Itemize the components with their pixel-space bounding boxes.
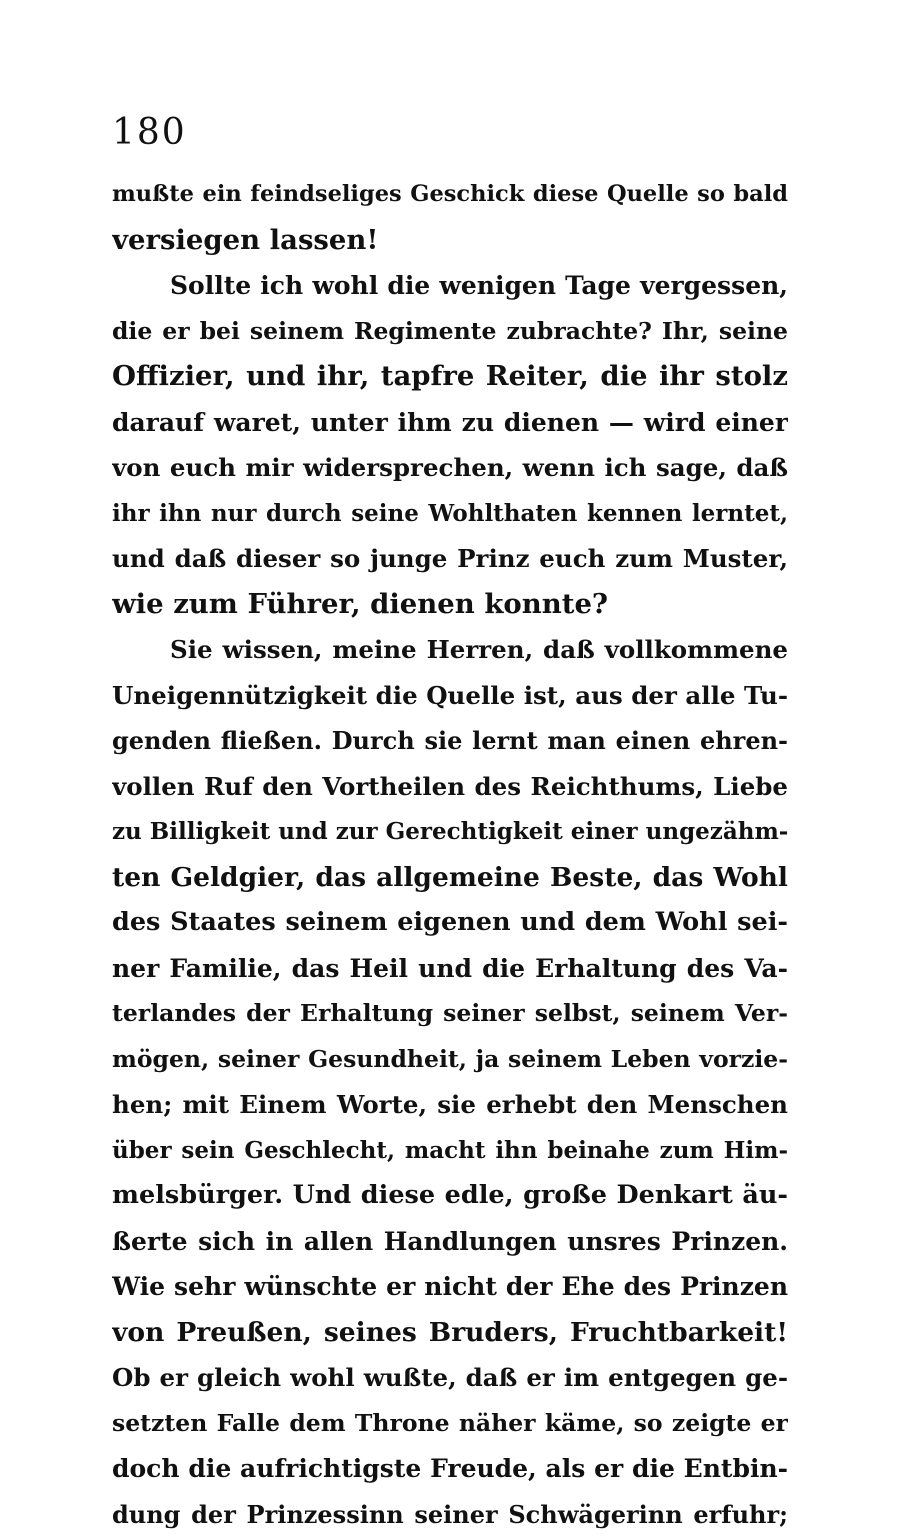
text-line: wie zum Führer, dienen konnte?	[112, 582, 788, 628]
text-line: darauf waret, unter ihm zu dienen — wird einer	[112, 400, 788, 446]
text-line: die er bei seinem Regimente zubrachte? Ihr, seine	[112, 309, 788, 355]
text-line: Sie wissen, meine Herren, daß vollkommene	[112, 627, 788, 673]
text-line: hen; mit Einem Worte, sie erhebt den Menschen	[112, 1082, 788, 1128]
text-line: Wie sehr wünschte er nicht der Ehe des Prinzen	[112, 1264, 788, 1310]
text-line: dung der Prinzessinn seiner Schwägerinn erfuhr;	[112, 1492, 788, 1537]
text-line: versiegen lassen!	[112, 218, 788, 264]
text-line: ßerte sich in allen Handlungen unsres Prinzen.	[112, 1219, 788, 1265]
text-line: setzten Falle dem Throne näher käme, so zeigte er	[112, 1401, 788, 1447]
text-line: terlandes der Erhaltung seiner selbst, seinem Ver-	[112, 991, 788, 1037]
text-line: doch die aufrichtigste Freude, als er die Entbin-	[112, 1446, 788, 1492]
text-line: zu Billigkeit und zur Gerechtigkeit einer ungezähm-	[112, 809, 788, 855]
text-line: melsbürger. Und diese edle, große Denkart äu-	[112, 1173, 788, 1219]
text-line: vollen Ruf den Vortheilen des Reichthums, Liebe	[112, 764, 788, 810]
text-line: genden fließen. Durch sie lernt man einen ehren-	[112, 718, 788, 764]
text-line: über sein Geschlecht, macht ihn beinahe zum Him-	[112, 1128, 788, 1174]
text-line: von euch mir widersprechen, wenn ich sage, daß	[112, 445, 788, 491]
body-text	[112, 172, 788, 1537]
text-line: Uneigennützigkeit die Quelle ist, aus der alle Tu-	[112, 673, 788, 719]
text-line: Sollte ich wohl die wenigen Tage vergessen,	[112, 263, 788, 309]
text-line: mußte ein feindseliges Geschick diese Quelle so bald	[112, 172, 788, 218]
text-line: Ob er gleich wohl wußte, daß er im entgegen ge-	[112, 1355, 788, 1401]
text-line: Offizier, und ihr, tapfre Reiter, die ihr stolz	[112, 354, 788, 400]
text-line: mögen, seiner Gesundheit, ja seinem Leben vorzie-	[112, 1037, 788, 1083]
text-line: von Preußen, seines Bruders, Fruchtbarkeit!	[112, 1310, 788, 1356]
page-number: 180	[112, 112, 187, 153]
text-line: des Staates seinem eigenen und dem Wohl sei-	[112, 900, 788, 946]
text-line: und daß dieser so junge Prinz euch zum Muster,	[112, 536, 788, 582]
text-line: ihr ihn nur durch seine Wohlthaten kennen lerntet,	[112, 491, 788, 537]
text-line: ner Familie, das Heil und die Erhaltung des Va-	[112, 946, 788, 992]
text-line: ten Geldgier, das allgemeine Beste, das Wohl	[112, 855, 788, 901]
